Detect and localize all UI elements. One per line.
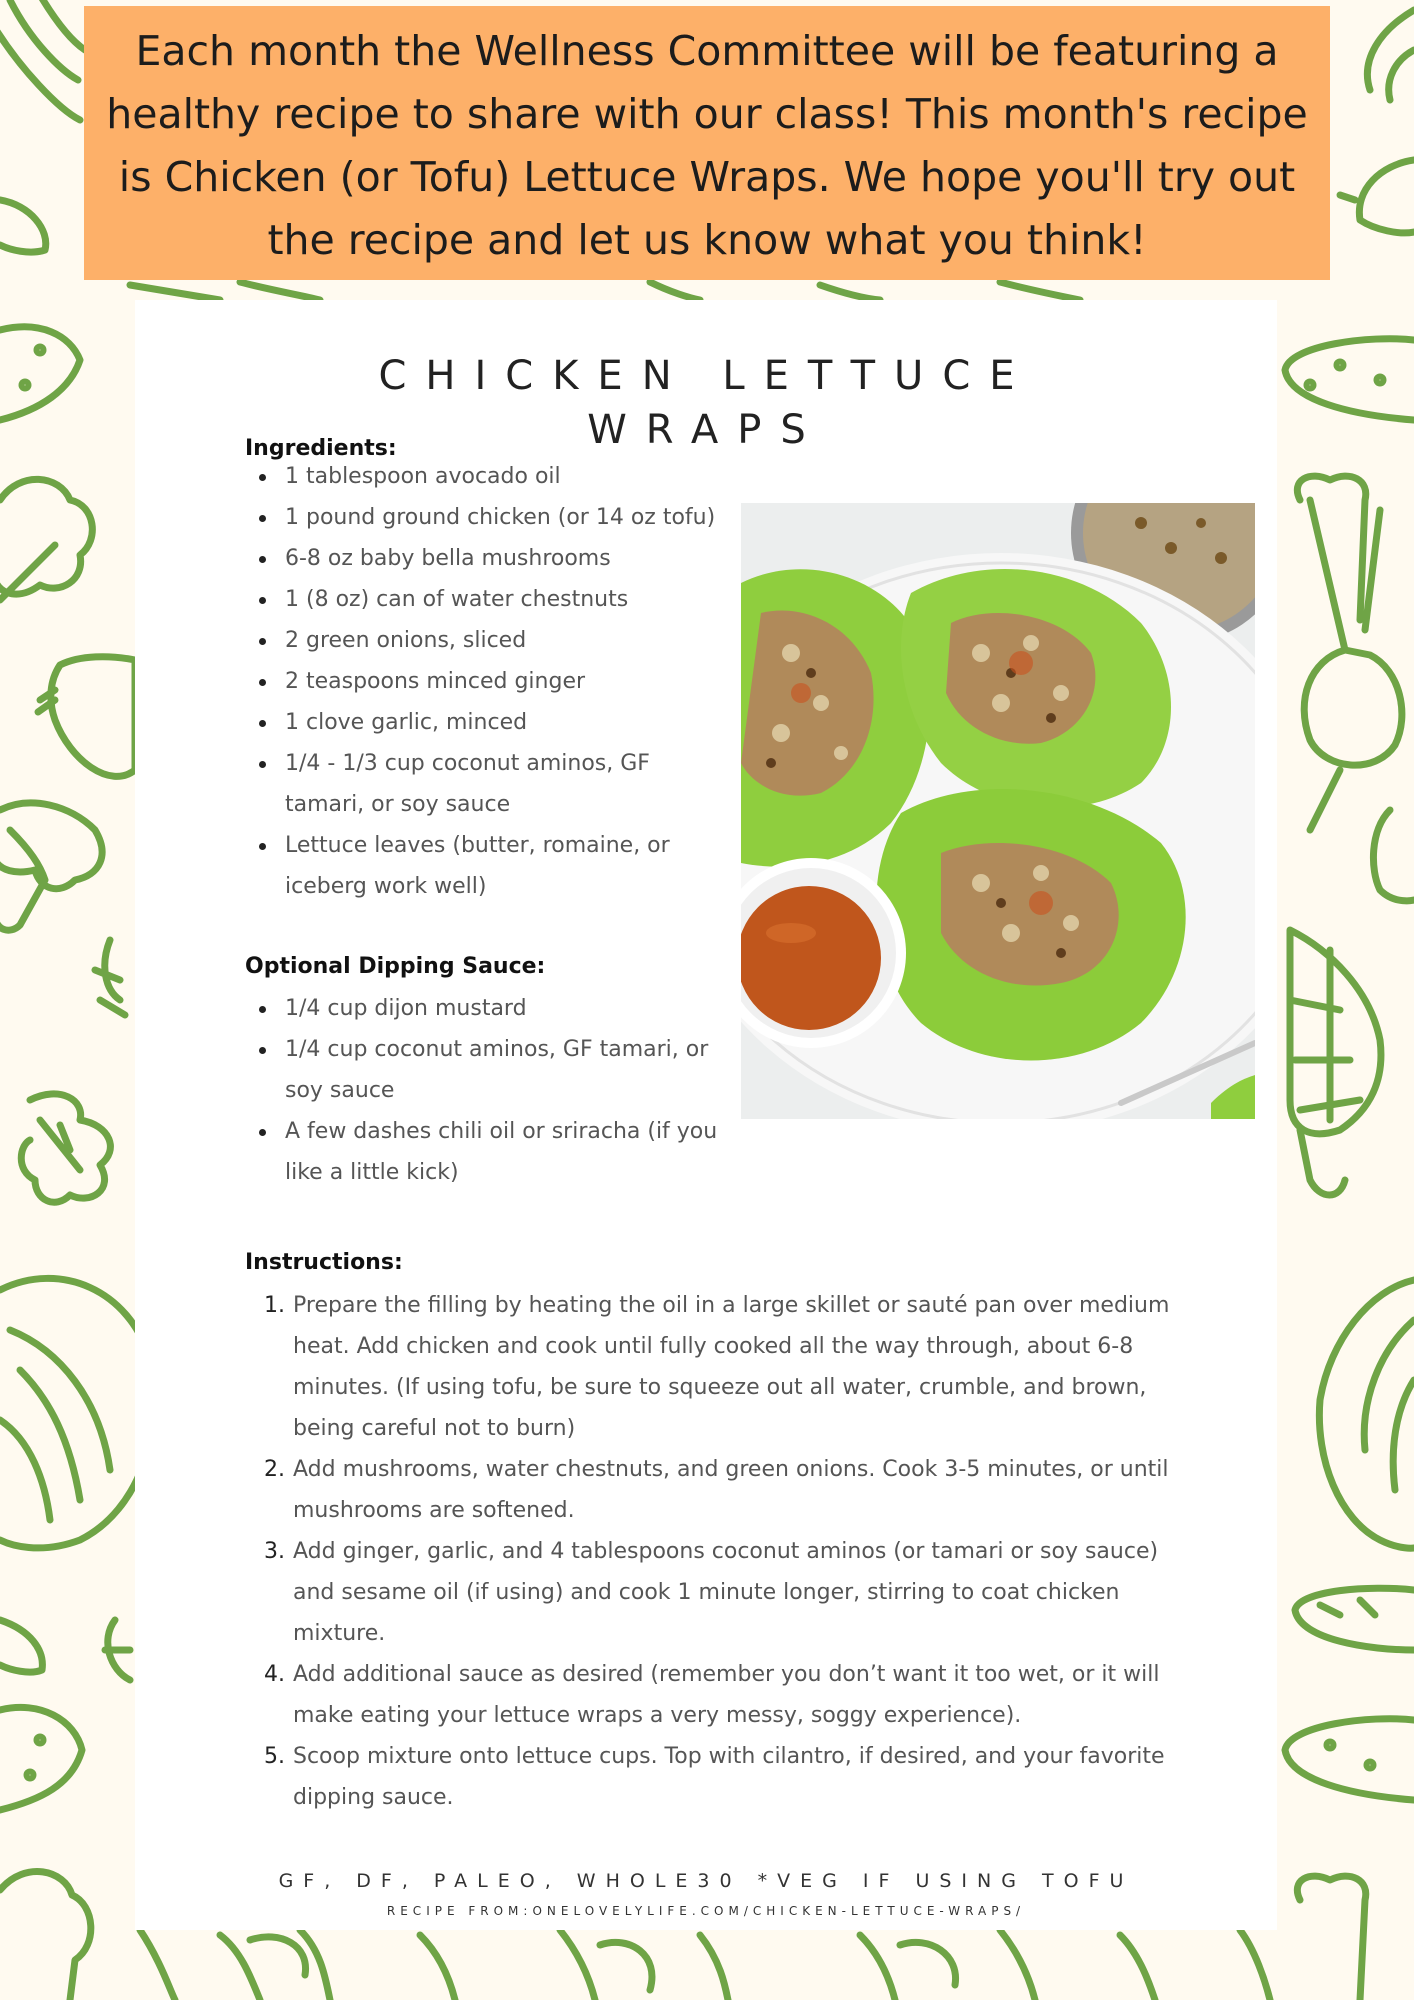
cabbage-icon: [0, 0, 85, 120]
cabbage-icon: [0, 1278, 154, 1548]
list-item: 1 pound ground chicken (or 14 oz tofu): [245, 497, 725, 538]
instructions-list: [253, 1285, 1173, 1818]
ingredients-list: [245, 456, 725, 907]
radish-icon: [1297, 476, 1402, 830]
artichoke-icon: [1290, 930, 1381, 1195]
step-text: Add mushrooms, water chestnuts, and green onions. Cook 3-5 minutes, or until mushrooms are softened.: [293, 1457, 1169, 1523]
onion-icon: [1373, 810, 1414, 901]
list-item: 1 (8 oz) can of water chestnuts: [245, 579, 725, 620]
list-item: [253, 1285, 1173, 1449]
list-item: A few dashes chili oil or sriracha (if you like a little kick): [245, 1111, 725, 1193]
step-text: Add ginger, garlic, and 4 tablespoons coconut aminos (or tamari or soy sauce) and sesame oil (if using) and cook 1 minute longer, stirring to coat chicken mixture.: [293, 1539, 1159, 1646]
herb-icon: [105, 1620, 130, 1680]
parsley-icon: [21, 1094, 110, 1202]
carrot-icon: [0, 1620, 42, 1672]
step-number: 5.: [264, 1744, 285, 1769]
recipe-title-line2: WRAPS: [587, 406, 825, 453]
dipping-sauce-list: [245, 988, 718, 1193]
herb-icon: [95, 940, 125, 1015]
list-item: [253, 1449, 1173, 1531]
cucumber-icon: [0, 327, 80, 420]
cucumber-icon: [1285, 339, 1414, 420]
list-item: [253, 1654, 1173, 1736]
list-item: 2 green onions, sliced: [245, 620, 725, 661]
list-item: Lettuce leaves (butter, romaine, or iceberg work well): [245, 825, 685, 907]
mushroom-icon: [0, 803, 102, 930]
list-item: 1 clove garlic, minced: [245, 702, 725, 743]
step-text: Add additional sauce as desired (remember you don’t want it too wet, or it will make eating your lettuce wraps a very messy, soggy experience).: [293, 1662, 1160, 1728]
leaf-icon: [130, 282, 1080, 300]
broccoli-icon: [0, 479, 92, 600]
banner-text: Each month the Wellness Committee will be featuring a healthy recipe to share with our class! This month's recipe is Chicken (or Tofu) Lettuce Wraps. We hope you'll try out the recipe and let us know what you think!: [106, 27, 1308, 264]
step-number: 1.: [264, 1293, 285, 1318]
step-number: 3.: [264, 1539, 285, 1564]
cucumber-icon: [1285, 1719, 1414, 1800]
wellness-committee-banner: [84, 6, 1330, 280]
list-item: 1 tablespoon avocado oil: [245, 456, 725, 497]
list-item: 6-8 oz baby bella mushrooms: [245, 538, 725, 579]
ingredients-heading: Ingredients:: [245, 436, 397, 461]
list-item: 1/4 - 1/3 cup coconut aminos, GF tamari, or soy sauce: [245, 743, 665, 825]
carrot-icon: [1340, 160, 1414, 233]
step-text: Prepare the filling by heating the oil in a large skillet or sauté pan over medium heat. Add chicken and cook until fully cooked all the way through, about 6-8 minutes. (If using tofu, be sure to squeeze out all water, crumble, and brown, being careful not to burn): [293, 1293, 1170, 1441]
dipping-sauce-heading: Optional Dipping Sauce:: [245, 954, 546, 979]
cabbage-icon: [1319, 1280, 1414, 1548]
list-item: 1/4 cup dijon mustard: [245, 988, 715, 1029]
turnip-icon: [38, 657, 135, 777]
vegetable-doodle-icon: [140, 1930, 1270, 2000]
lettuce-wraps-photo: [741, 503, 1255, 1119]
diet-tags: GF, DF, PALEO, WHOLE30 *VEG IF USING TOFU: [278, 1870, 1134, 1892]
list-item: [253, 1531, 1173, 1654]
broccoli-icon: [1297, 1876, 1365, 2000]
list-item: 2 teaspoons minced ginger: [245, 661, 725, 702]
recipe-card: [135, 300, 1277, 1930]
step-number: 4.: [264, 1662, 285, 1687]
cabbage-icon: [1367, 10, 1414, 100]
step-number: 2.: [264, 1457, 285, 1482]
step-text: Scoop mixture onto lettuce cups. Top with cilantro, if desired, and your favorite dipping sauce.: [293, 1744, 1165, 1810]
recipe-source: RECIPE FROM:ONELOVELYLIFE.COM/CHICKEN-LETTUCE-WRAPS/: [386, 1904, 1026, 1918]
list-item: [253, 1736, 1173, 1818]
list-item: 1/4 cup coconut aminos, GF tamari, or soy sauce: [245, 1029, 725, 1111]
carrot-icon: [1295, 1588, 1414, 1650]
carrot-icon: [0, 200, 46, 252]
recipe-title-line1: CHICKEN LETTUCE: [378, 352, 1034, 399]
broccoli-icon: [0, 1871, 91, 2000]
instructions-heading: Instructions:: [245, 1250, 403, 1275]
cucumber-icon: [0, 1707, 82, 1810]
